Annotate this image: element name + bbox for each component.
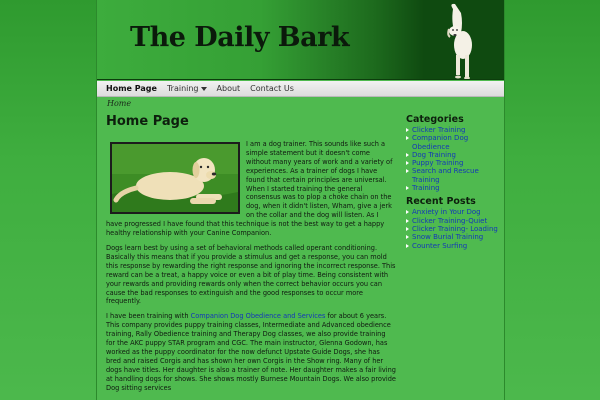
site-title[interactable]: The Daily Bark	[130, 22, 350, 53]
companion-dog-obedience-link[interactable]: Companion Dog Obedience and Services	[190, 312, 326, 321]
bullet-icon	[406, 128, 409, 132]
conditioning-paragraph: Dogs learn best by using a set of behavioral methods called operant conditioning. Basically this means that if you provide a stimulus and get a response, you can mold this response by rewarding the right response and ignoring the incorrect response. This reward can be a treat, a happy voice or even a bit of play time. Being consistent with your rewards and providing rewards only when the correct behavior occurs you can cause the bad responses to extinguish and the good responses to occur more frequently.	[106, 243, 396, 306]
category-link-clicker-training[interactable]: Clicker Training	[412, 126, 466, 134]
caret-down-icon	[201, 87, 207, 91]
standing-labrador-icon	[443, 1, 477, 79]
recent-post-link-clicker-loading[interactable]: Clicker Training- Loading	[412, 224, 498, 233]
bullet-icon	[406, 235, 409, 239]
nav-training[interactable]: Training	[167, 84, 207, 93]
bullet-icon	[406, 219, 409, 223]
nav-contact-us[interactable]: Contact Us	[250, 84, 294, 93]
category-item	[406, 159, 502, 167]
page-title: Home Page	[106, 114, 189, 129]
category-link-training[interactable]: Training	[412, 184, 440, 193]
nav-about[interactable]: About	[216, 84, 241, 93]
recent-post-link-anxiety[interactable]: Anxiety in Your Dog	[412, 208, 481, 217]
nav-home-page[interactable]: Home Page	[106, 84, 157, 93]
recent-post-item	[406, 208, 502, 216]
recent-post-link-clicker-quiet[interactable]: Clicker Training-Quiet	[412, 216, 488, 225]
category-item	[406, 167, 502, 184]
category-item	[406, 184, 502, 192]
recent-post-link-snow-burial[interactable]: Snow Burial Training	[412, 233, 484, 242]
bullet-icon	[406, 136, 409, 140]
recent-post-item	[406, 233, 502, 241]
main-nav	[97, 81, 505, 97]
sidebar	[406, 114, 502, 254]
recent-post-item	[406, 217, 502, 225]
lying-labrador-photo	[110, 142, 240, 214]
recent-post-item	[406, 242, 502, 250]
recent-posts-list	[406, 208, 502, 249]
site-header	[97, 0, 505, 80]
category-link-search-and-rescue-training[interactable]: Search and Rescue Training	[412, 167, 479, 184]
training-company-paragraph: I have been training with Companion Dog Obedience and Services for about 6 years. This company provides puppy training classes, Intermediate and Advanced obedience training, Rally Obedience training and Therapy Dog classes, we also provide training for the AKC puppy STAR program and CGC. The main instructor, Glenna Godown, has worked as the puppy coordinator for the now defunct Upstate Guide Dogs, she has bred and raised Corgis and has shown her own Corgis in the Show ring. Many of her dogs have titles. Her daughter is also a trainer of note. Her daughter makes a fair living at handling dogs for shows. She shows mostly Burnese Mountain Dogs. We also provide Dog sitting services	[106, 312, 396, 392]
bullet-icon	[406, 210, 409, 214]
category-item	[406, 151, 502, 159]
bullet-icon	[406, 227, 409, 231]
recent-post-link-counter-surfing[interactable]: Counter Surfing	[412, 241, 468, 250]
recent-post-item	[406, 225, 502, 233]
intro-paragraph: I am a dog trainer. This sounds like such a simple statement but it doesn't come without many years of work and a variety of experiences. As a trainer of dogs I have found that certain principles are universal. When I started training the general consensus was to plop a choke chain on the dog, when it didn't listen, Wham, give a jerk on the collar and the dog will listen. As I have progressed I have found that this technique is not the best way to get a happy healthy relationship with your Canine Companion.	[106, 140, 393, 238]
breadcrumb[interactable]: Home	[107, 99, 132, 108]
category-item	[406, 134, 502, 151]
bullet-icon	[406, 161, 409, 165]
main-content	[106, 114, 396, 398]
bullet-icon	[406, 153, 409, 157]
category-link-puppy-training[interactable]: Puppy Training	[412, 159, 464, 168]
recent-posts-heading: Recent Posts	[406, 196, 476, 208]
bullet-icon	[406, 186, 409, 190]
category-link-companion-dog-obedience[interactable]: Companion Dog Obedience	[412, 134, 469, 151]
category-link-dog-training[interactable]: Dog Training	[412, 150, 456, 159]
page-container	[96, 0, 505, 400]
bullet-icon	[406, 169, 409, 173]
bullet-icon	[406, 244, 409, 248]
categories-heading: Categories	[406, 114, 464, 125]
categories-list	[406, 126, 502, 192]
category-item	[406, 126, 502, 134]
